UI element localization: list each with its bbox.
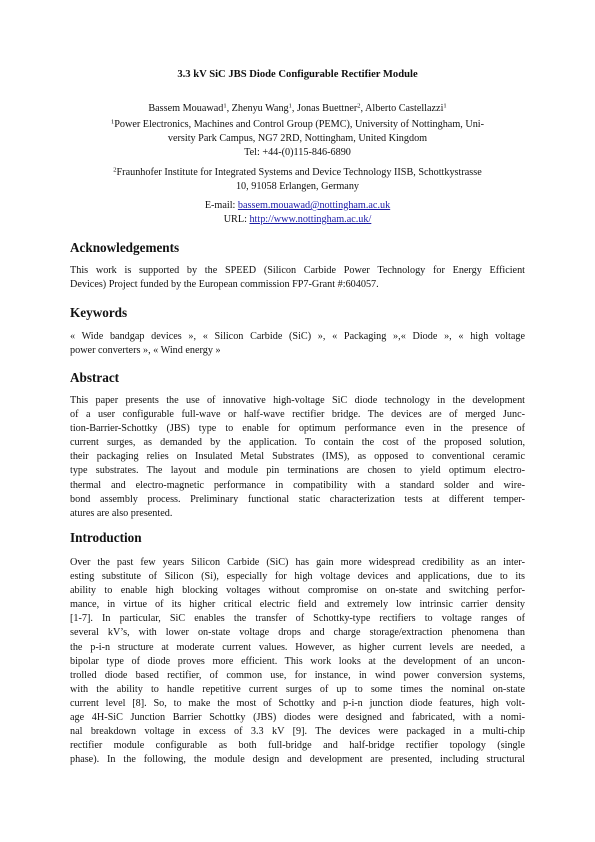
author-name: Zhenyu Wang xyxy=(231,103,289,114)
url-label: URL: xyxy=(223,214,247,225)
text-line: current surges, as demanded by the application. To contain the cost of the proposed solution, xyxy=(70,437,525,449)
text-line: thermal and electro-magnetic performance in compatibility with a standard solder and wire- xyxy=(70,479,525,491)
affiliation-2-line-2: 10, 91058 Erlangen, Germany xyxy=(235,181,360,192)
affiliation-mark: 1 xyxy=(110,118,115,126)
keywords-heading: Keywords xyxy=(70,305,128,320)
telephone: Tel: +44-(0)115-846-6890 xyxy=(244,147,351,158)
acknowledgements-heading: Acknowledgements xyxy=(70,240,180,255)
affiliation-text: Power Electronics, Machines and Control Group (PEMC), University of Nottingham, Uni- xyxy=(114,119,485,130)
text-line: current level [8]. So, to make the most of Schottky and p-i-n junction diode features, high volt- xyxy=(70,697,525,709)
text-line: Over the past few years Silicon Carbide (SiC) has gain more widespread credibility as an inter- xyxy=(70,557,525,568)
text-line: [1-7]. In particular, SiC enables the transfer of Schottky-type rectifiers to voltage ranges of xyxy=(70,613,525,625)
author-affiliation-mark: 2 xyxy=(357,102,361,110)
keywords-body xyxy=(70,330,525,358)
author-name: Jonas Buettner xyxy=(297,103,358,114)
author-affiliation-mark: 1 xyxy=(223,102,227,110)
url-line xyxy=(70,213,525,226)
author-name: Alberto Castellazzi xyxy=(365,103,444,114)
text-line: phase). In the following, the module design and development are presented, including structural xyxy=(70,754,525,766)
text-line: rectifier module configurable as both full-bridge and half-bridge rectifier topology (single xyxy=(70,740,525,752)
text-line: esting substitute of Silicon (Si), especially for high voltage devices and applications, due to its xyxy=(70,571,525,583)
affiliation-text: Fraunhofer Institute for Integrated Systems and Device Technology IISB, Schottkystrasse xyxy=(116,167,482,178)
text-line: the p-i-n structure at moderate current values. However, as higher current levels are needed, a xyxy=(70,641,525,653)
text-line: This paper presents the use of innovative high-voltage SiC diode technology in the development xyxy=(70,395,525,406)
text-line: several kV’s, with lower on-state voltage drops and charge storage/extraction phenomena than xyxy=(70,627,525,639)
affiliation-2-line-1 xyxy=(70,166,525,179)
introduction-heading: Introduction xyxy=(70,530,142,545)
text-line: bipolar type of diode proves more efficient. This work looks at the development of an uncon- xyxy=(70,655,525,667)
text-line: Devices) Project funded by the European commission FP7-Grant #:604057. xyxy=(70,279,379,291)
text-line: bond assembly process. Preliminary functional static characterization tests at different temper- xyxy=(70,493,525,505)
email-link[interactable]: bassem.mouawad@nottingham.ac.uk xyxy=(237,200,391,211)
abstract-body xyxy=(70,394,525,521)
text-line: trolled diode based rectifier, of common use, for instance, in wind power conversion systems, xyxy=(70,669,525,681)
author-affiliation-mark: 1 xyxy=(288,102,292,110)
paper-title: 3.3 kV SiC JBS Diode Configurable Rectifier Module xyxy=(177,69,418,80)
text-line: with the ability to handle repetitive current surges of up to some times the nominal on-state xyxy=(70,683,525,695)
text-line: age 4H-SiC Junction Barrier Schottky (JBS) diodes were designed and fabricated, with a nomi- xyxy=(70,712,525,724)
text-line: nal breakdown voltage in excess of 3.3 kV [9]. The devices were packaged in a multi-chip xyxy=(70,726,525,738)
text-line: atures are also presented. xyxy=(70,507,173,519)
affiliation-1-line-1 xyxy=(70,118,525,131)
introduction-body xyxy=(70,556,525,767)
text-line: power converters », « Wind energy » xyxy=(70,345,221,357)
abstract-heading: Abstract xyxy=(70,370,120,385)
email-label: E-mail: xyxy=(204,200,236,211)
email-line xyxy=(70,199,525,212)
affiliation-1-line-2: versity Park Campus, NG7 2RD, Nottingham, United Kingdom xyxy=(167,133,428,144)
text-line: tion-Barrier-Schottky (JBS) type to enable for optimum performance even in the presence of xyxy=(70,423,525,435)
text-line: ability to enable high blocking voltages without compromise on on-state and switching perfor- xyxy=(70,585,525,597)
text-line: their packaging relies on Insulated Metal Substrates (IMS), as opposed to conventional ceramic xyxy=(70,451,525,463)
author-name: Bassem Mouawad xyxy=(148,103,224,114)
text-line: This work is supported by the SPEED (Silicon Carbide Power Technology for Energy Efficient xyxy=(70,265,525,276)
text-line: « Wide bandgap devices », « Silicon Carbide (SiC) », « Packaging »,« Diode », « high voltage xyxy=(70,331,525,342)
text-line: of a user configurable full-wave or half-wave rectifier bridge. The devices are of merged Junc- xyxy=(70,409,525,421)
text-line: type substrates. The layout and module pin terminations are chosen to yield optimum electro- xyxy=(70,465,525,477)
author-affiliation-mark: 1 xyxy=(443,102,447,110)
text-line: mance, in virtue of its higher critical electric field and extremely low intrinsic carrier density xyxy=(70,599,525,611)
acknowledgements-body xyxy=(70,264,525,292)
author-list: Bassem Mouawad$^1$, Zhenyu Wang$^1$, Jonas Buettner$^2$, Alberto Castellazzi$^1$ xyxy=(148,102,447,114)
affiliation-mark: 2 xyxy=(113,166,117,174)
url-link[interactable]: http://www.nottingham.ac.uk/ xyxy=(249,214,372,225)
